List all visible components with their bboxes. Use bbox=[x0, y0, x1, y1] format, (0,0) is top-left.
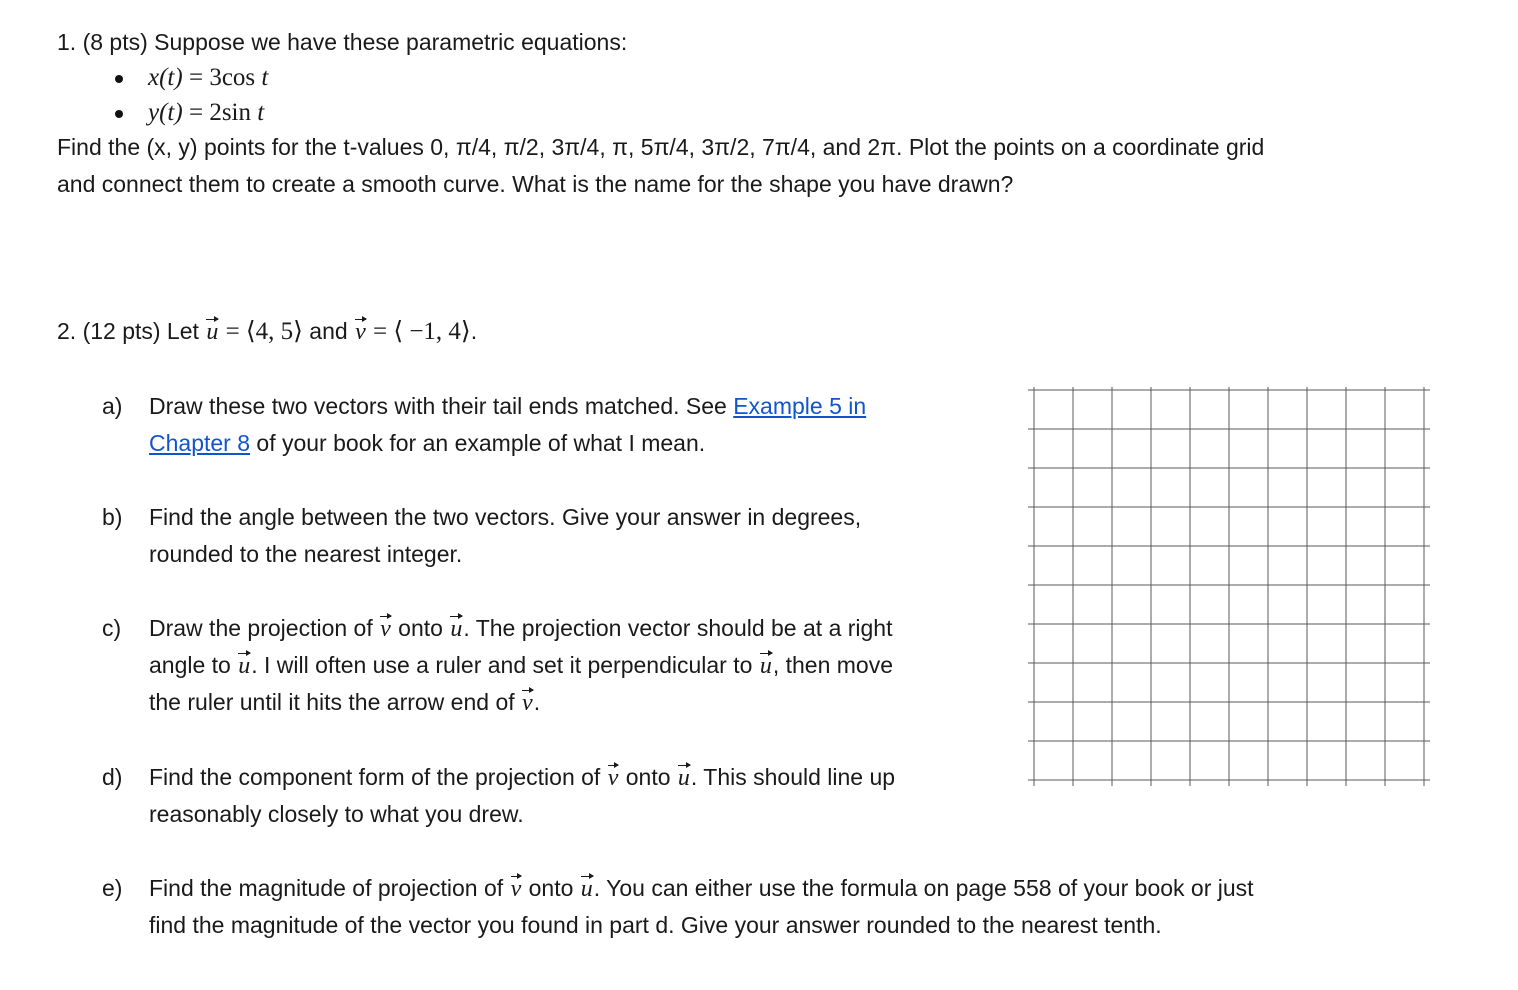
part-c-text: Draw the projection of bbox=[149, 615, 380, 641]
vector-u: u bbox=[677, 765, 690, 791]
vector-v: v bbox=[522, 690, 533, 716]
part-b-line2: rounded to the nearest integer. bbox=[149, 541, 463, 567]
part-c-text: onto bbox=[391, 615, 450, 641]
eq-y-lhs: y(t) bbox=[148, 99, 183, 126]
part-d-label: d) bbox=[102, 764, 123, 790]
part-e-label: e) bbox=[102, 875, 123, 901]
vector-v: v bbox=[510, 876, 522, 902]
part-a-line2 bbox=[149, 429, 705, 457]
eq-y-rhs: 2sin bbox=[209, 99, 258, 126]
part-d-text: . This should line up bbox=[690, 764, 896, 790]
part-b-line1: Find the angle between the two vectors. Give your answer in degrees, bbox=[149, 504, 862, 530]
eq-y-equals: = bbox=[182, 99, 210, 126]
q1-header: 1. (8 pts) Suppose we have these parametric equations: bbox=[57, 29, 628, 55]
part-e-text: onto bbox=[522, 875, 580, 901]
q2-and: and bbox=[302, 318, 355, 344]
example-5-link[interactable]: Example 5 in bbox=[733, 393, 867, 419]
q2-header-prefix: 2. (12 pts) Let bbox=[57, 318, 206, 344]
part-d-line2: reasonably closely to what you drew. bbox=[149, 801, 524, 827]
part-a-text2: of your book for an example of what I mean. bbox=[250, 430, 706, 456]
q1-instructions-line1: Find the (x, y) points for the t-values 0, π/4, π/2, 3π/4, π, 5π/4, 3π/2, 7π/4, and 2π. Plot the points on a coordinate grid bbox=[57, 134, 1265, 160]
part-e-text: . You can either use the formula on page 558 of your book or just bbox=[593, 875, 1254, 901]
part-d-text: onto bbox=[619, 764, 677, 790]
part-d-text: Find the component form of the projection of bbox=[149, 764, 607, 790]
part-c-text: . The projection vector should be at a right bbox=[463, 615, 893, 641]
chapter-8-link[interactable]: Chapter 8 bbox=[149, 430, 251, 456]
coordinate-grid bbox=[1026, 386, 1438, 792]
part-b-label: b) bbox=[102, 504, 123, 530]
vector-u: u bbox=[580, 876, 593, 902]
bullet-icon bbox=[115, 75, 123, 83]
part-e-text: Find the magnitude of projection of bbox=[149, 875, 510, 901]
eq-y-var: t bbox=[257, 99, 265, 126]
vector-v: v bbox=[380, 616, 391, 642]
part-c-text: . bbox=[533, 689, 541, 715]
part-a-line1 bbox=[149, 392, 866, 420]
part-c-text: , then move bbox=[772, 652, 893, 678]
part-c-text: angle to bbox=[149, 652, 238, 678]
part-e-line2: find the magnitude of the vector you found in part d. Give your answer rounded to the nearest tenth. bbox=[149, 912, 1162, 938]
eq-x-equals: = bbox=[182, 64, 210, 91]
vector-v: v bbox=[607, 765, 619, 791]
part-a-text1: Draw these two vectors with their tail ends matched. See bbox=[149, 393, 734, 419]
part-c-line1 bbox=[149, 614, 893, 643]
part-a-label: a) bbox=[102, 393, 123, 419]
part-d-line1 bbox=[149, 763, 895, 792]
q2-v-value: = ⟨ −1, 4⟩ bbox=[366, 318, 471, 345]
eq-x-var: t bbox=[261, 64, 269, 91]
q2-period: . bbox=[470, 318, 478, 344]
eq-x-lhs: x(t) bbox=[148, 64, 183, 91]
part-e-line1 bbox=[149, 874, 1254, 903]
q1-equation-x bbox=[148, 64, 268, 92]
q2-u-value: = ⟨4, 5⟩ bbox=[219, 318, 303, 345]
part-c-text: the ruler until it hits the arrow end of bbox=[149, 689, 522, 715]
vector-u: u bbox=[206, 319, 219, 345]
q2-header bbox=[57, 317, 477, 346]
q1-instructions-line2: and connect them to create a smooth curve. What is the name for the shape you have drawn? bbox=[57, 171, 1014, 197]
part-c-line3 bbox=[149, 688, 540, 717]
vector-u: u bbox=[450, 616, 463, 642]
vector-v: v bbox=[355, 319, 366, 345]
eq-x-rhs: 3cos bbox=[209, 64, 262, 91]
bullet-icon bbox=[115, 110, 123, 118]
vector-u: u bbox=[759, 653, 772, 679]
part-c-line2 bbox=[149, 651, 893, 680]
part-c-label: c) bbox=[102, 615, 122, 641]
q1-equation-y bbox=[148, 99, 264, 127]
vector-u: u bbox=[238, 653, 251, 679]
part-c-text: . I will often use a ruler and set it perpendicular to bbox=[251, 652, 759, 678]
